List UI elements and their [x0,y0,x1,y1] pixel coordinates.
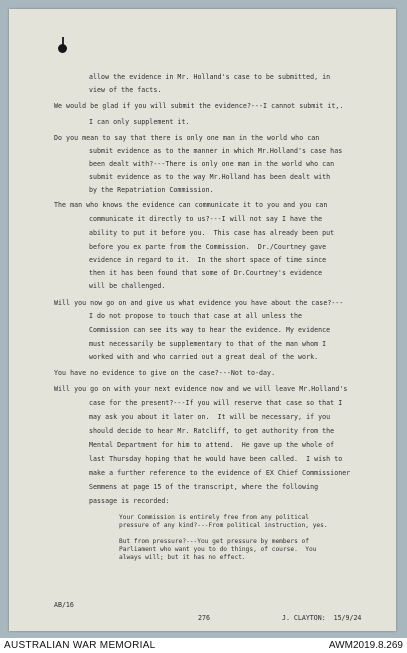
transcript-line: communicate it directly to us?---I will not say I have the [89,215,323,223]
transcript-line: must necessarily be supplementary to that of the man whom I [89,340,327,348]
transcript-line: Mental Department for him to attend. He gave up the whole of [89,441,335,449]
transcript-line: by the Repatriation Commission. [89,186,214,194]
transcript-line: worked with and who carried out a great deal of the work. [89,353,319,361]
transcript-line: before you ex parte from the Commission. Dr./Courtney gave [89,243,327,251]
transcript-line: should decide to hear Mr. Ratcliff, to get authority from the [89,427,335,435]
quote-line: Your Commission is entirely free from any political [119,514,309,521]
transcript-line: evidence in regard to it. In the short space of time since [89,256,327,264]
item-identifier: AWM2019.8.269 [328,640,403,651]
archive-caption-bar [0,638,407,653]
transcript-line: view of the facts. [89,86,162,94]
reporter-signature: J. CLAYTON: 15/9/24 [282,614,362,622]
transcript-line: Semmens at page 15 of the transcript, where the following [89,483,319,491]
reference-code: AB/16 [54,601,74,609]
transcript-line: make a further reference to the evidence of EX Chief Commissioner [89,469,351,477]
transcript-line: passage is recorded: [89,497,170,505]
transcript-line: allow the evidence in Mr. Holland's case to be submitted, in [89,73,331,81]
quote-line: always will; but it has no effect. [119,554,246,561]
institution-name: AUSTRALIAN WAR MEMORIAL [4,640,156,651]
transcript-line: last Thursday hoping that he would have been called. I wish to [89,455,343,463]
transcript-line: may ask you about it later on. It will be necessary, if you [89,413,331,421]
transcript-line: ability to put it before you. This case has already been put [89,229,335,237]
punch-hole [58,44,67,53]
transcript-line: You have no evidence to give on the case?---Not to-day. [54,369,276,377]
page-number: 276 [198,614,210,622]
transcript-line: Will you now go on and give us what evidence you have about the case?--- [54,299,344,307]
transcript-line: Do you mean to say that there is only one man in the world who can [54,134,320,142]
transcript-line: been dealt with?---There is only one man in the world who can [89,160,335,168]
transcript-line: submit evidence as to the manner in which Mr.Holland's case has [89,147,343,155]
document-page [9,9,396,631]
transcript-line: I do not propose to touch that case at all unless the [89,312,303,320]
transcript-line: Commission can see its way to hear the evidence. My evidence [89,326,331,334]
transcript-line: The man who knows the evidence can communicate it to you and you can [54,201,328,209]
transcript-line: submit evidence as to the way Mr.Holland has been dealt with [89,173,331,181]
quote-line: Parliament who want you to do things, of course. You [119,546,317,553]
transcript-line: will be challenged. [89,282,166,290]
transcript-line: I can only supplement it. [89,118,190,126]
transcript-line: case for the present?---If you will reserve that case so that I [89,399,343,407]
transcript-line: then it has been found that some of Dr.Courtney's evidence [89,269,323,277]
quote-line: pressure of any kind?---From political instruction, yes. [119,522,328,529]
quote-line: But from pressure?---You get pressure by members of [119,538,309,545]
transcript-line: Will you go on with your next evidence now and we will leave Mr.Holland's [54,385,348,393]
transcript-line: We would be glad if you will submit the evidence?---I cannot submit it,. [54,102,344,110]
